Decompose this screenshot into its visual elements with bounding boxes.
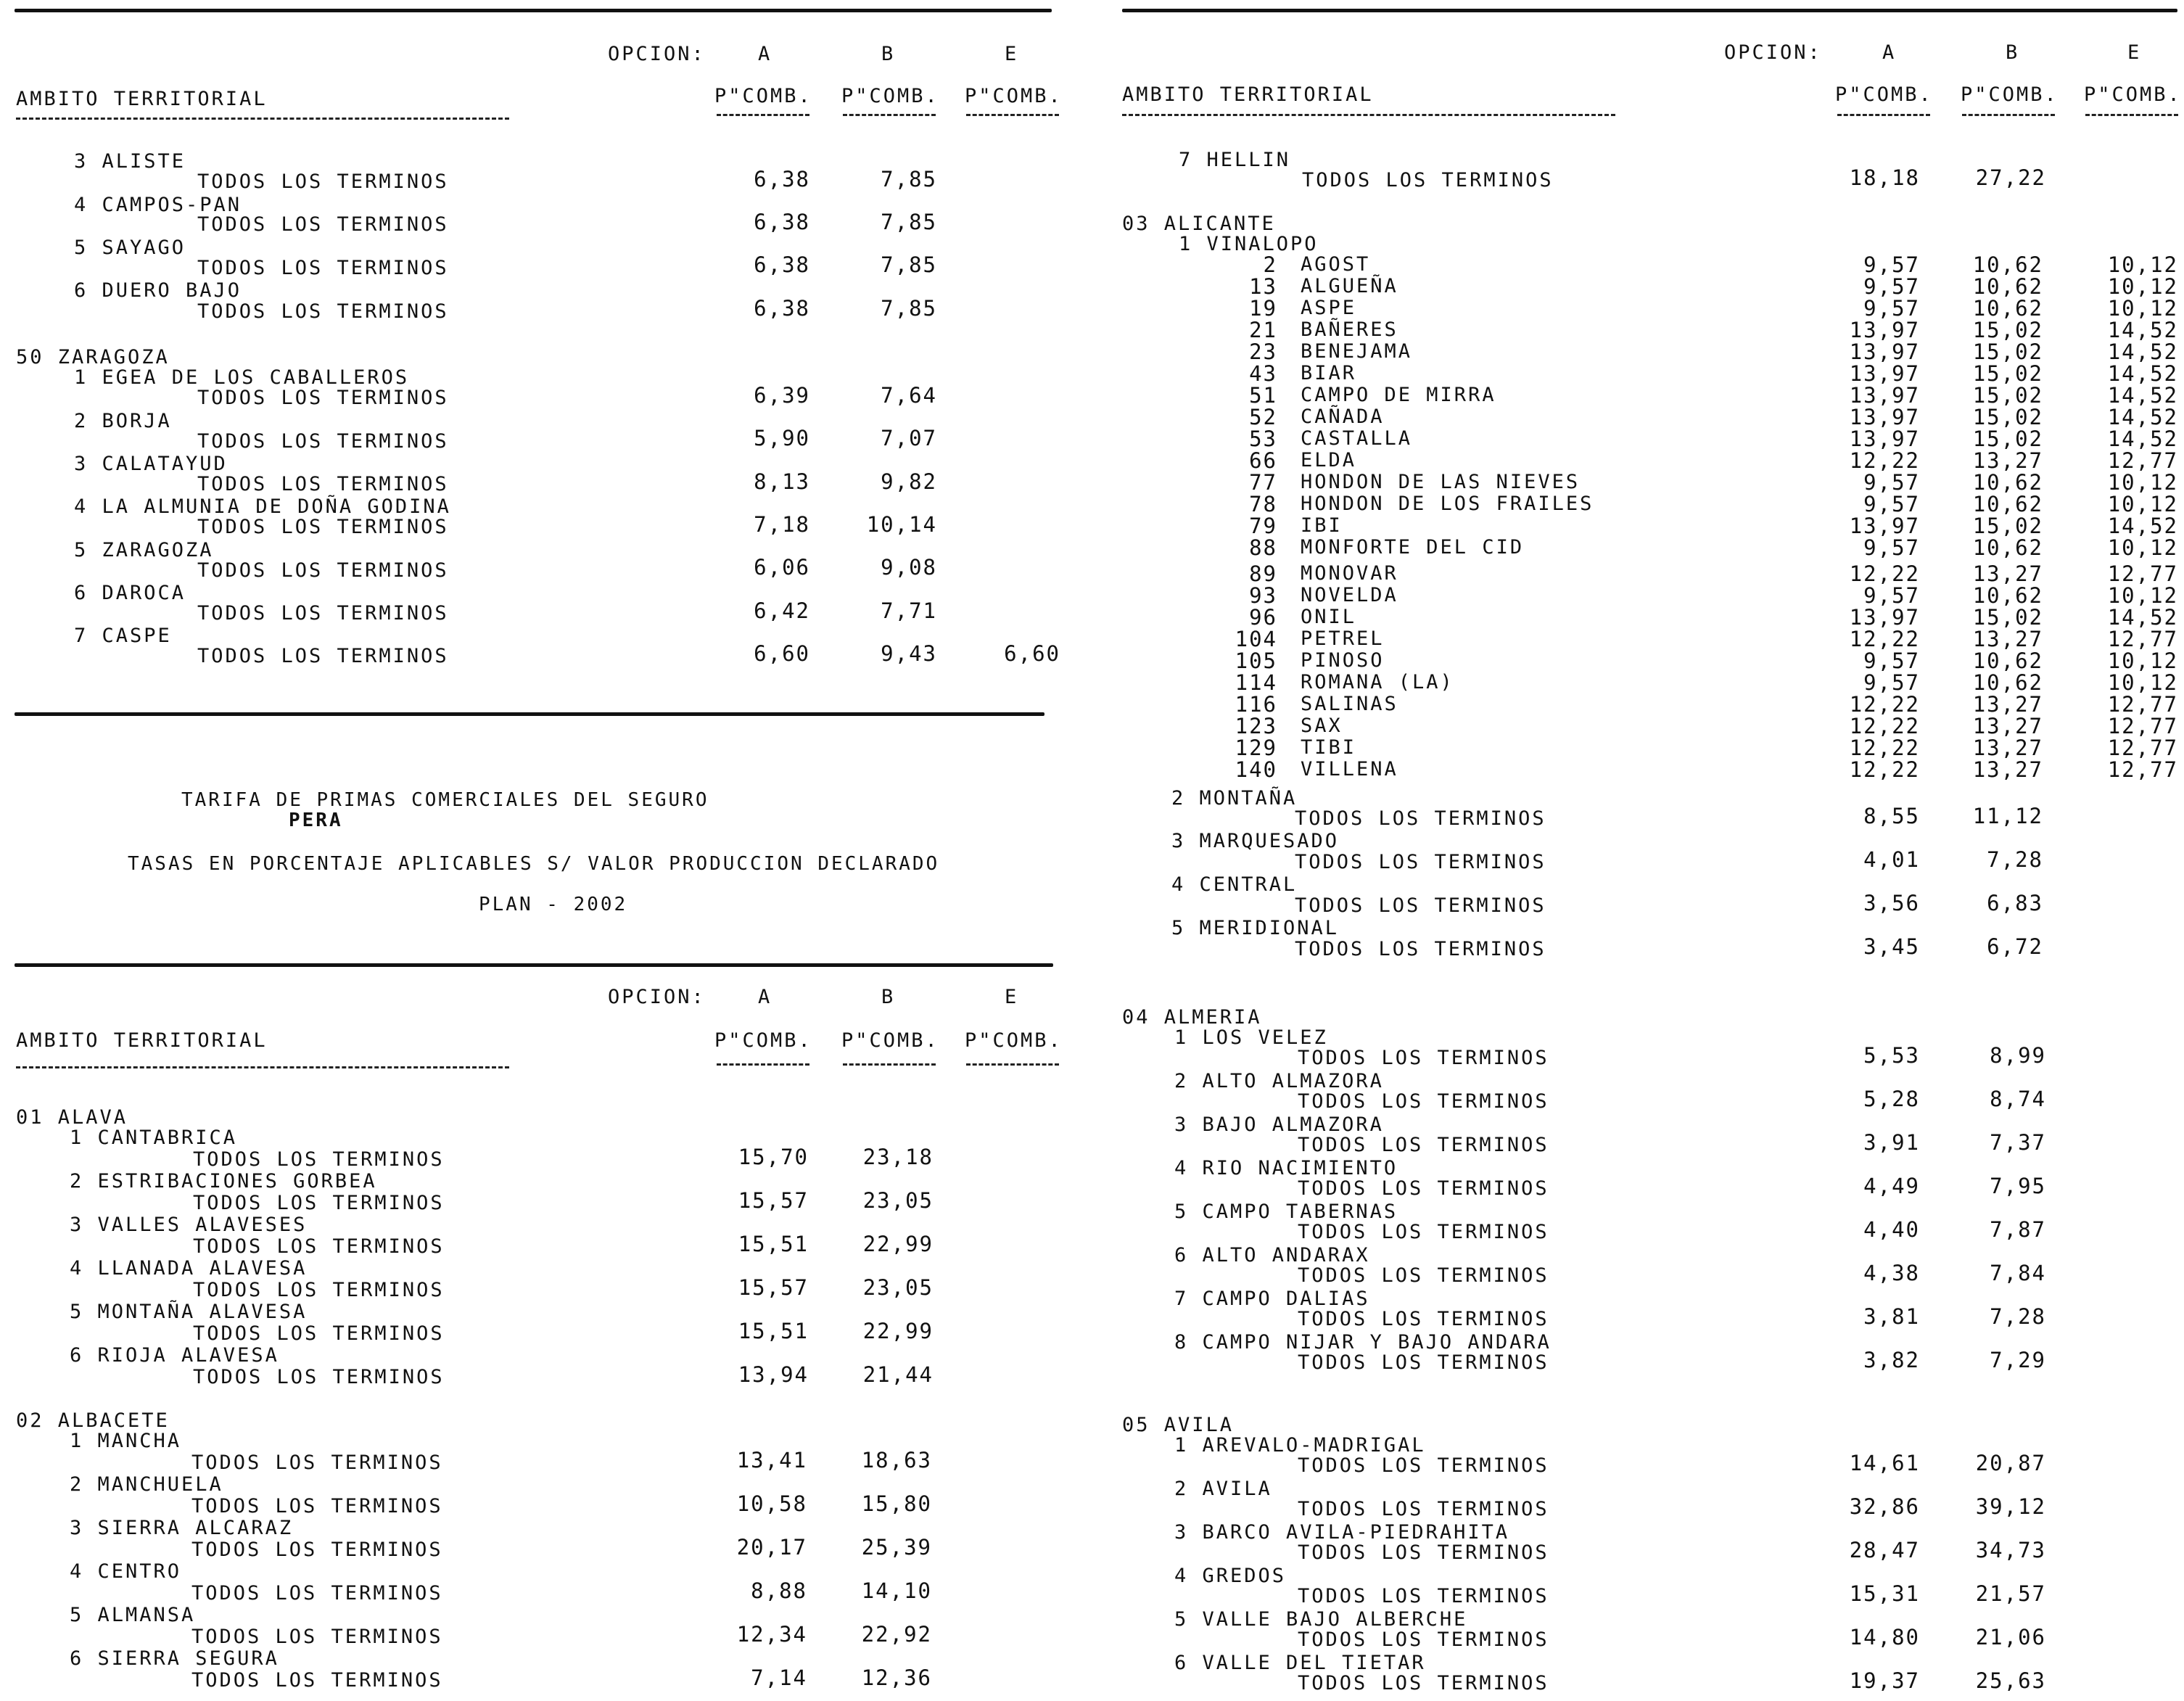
termino-code: 66 [1249,448,1277,473]
col-b-label: P"COMB. [1961,83,2059,106]
province-heading: 02 ALBACETE [16,1409,170,1432]
comarca-heading: 1 VINALOPO [1179,233,1319,255]
ambito-underline [1122,114,1615,116]
col-e-label: P"COMB. [965,85,1063,107]
col-a-underline [717,114,809,116]
col-e-label: P"COMB. [965,1029,1063,1052]
termino-name: SALINAS [1301,693,1398,715]
col-a-underline [1837,114,1930,116]
termino-code: 89 [1249,561,1277,586]
termino-name: ROMANA (LA) [1301,671,1454,693]
termino-code: 78 [1249,492,1277,516]
termino-name: IBI [1301,514,1343,537]
col-a-label: P"COMB. [714,85,812,107]
top-rule [15,9,1052,12]
top-rule [1122,9,2177,12]
termino-name: ALGUEÑA [1301,275,1398,297]
termino-code: 51 [1249,383,1277,408]
termino-name: CASTALLA [1301,427,1413,450]
document-subtitle: TASAS EN PORCENTAJE APLICABLES S/ VALOR PRODUCCION DECLARADO [128,853,940,875]
section-rule [15,963,1053,967]
termino-name: PETREL [1301,627,1385,650]
termino-name: BAÑERES [1301,318,1398,341]
termino-name: TIBI [1301,736,1357,759]
termino-code: 114 [1235,670,1277,695]
termino-name: HONDON DE LOS FRAILES [1301,493,1594,515]
ambito-underline [16,1066,509,1068]
termino-name: ASPE [1301,297,1357,319]
province-heading: 01 ALAVA [16,1106,128,1129]
col-a-underline [717,1063,809,1066]
ambito-label: AMBITO TERRITORIAL [16,1029,268,1052]
termino-name: MONOVAR [1301,562,1398,585]
option-b: B [881,986,896,1008]
termino-name: MONFORTE DEL CID [1301,536,1525,559]
option-a: A [1882,41,1897,64]
termino-name: CAMPO DE MIRRA [1301,384,1496,406]
termino-code: 23 [1249,339,1277,364]
termino-name: PINOSO [1301,649,1385,672]
termino-code: 21 [1249,318,1277,342]
col-e-underline [966,1063,1059,1066]
termino-code: 77 [1249,470,1277,495]
right-column: OPCION: A B E AMBITO TERRITORIAL P"COMB. P"COMB. P"COMB. 7 HELLIN TODOS LOS TERMINOS 18,18 27,22 03 ALICANTE 1 VINALOPO 2 AGOST 9,57 10,62 10,12 13 ALGUEÑA 9,57 10,62 10,12 19 ASPE 9,57 10,62 10,12 21 BAÑERES 13,97 15,02 14,52 23 BENEJAMA 13,97 15,02 14,52 43 BIAR 13,97 15,02 14,52 51 CAMPO DE MIRRA 13,97 15,02 14,52 52 CAÑADA 13,97 15,02 14,52 53 CASTALLA 13,97 15,02 14,52 66 ELDA 12,22 13,27 12,77 77 HONDON DE LAS NIEVES 9,57 10,62 10,12 78 HONDON DE LOS FRAILES 9,57 10,62 10,12 79 IBI 13,97 15,02 14,52 88 MONFORTE DEL CID 9,57 10,62 10,12 89 MONOVAR 12,22 13,27 12,77 93 NOVELDA 9,57 10,62 10,12 96 ONIL 13,97 15,02 14,52 104 PETREL 12,22 13,27 12,77 105 PINOSO 9,57 10,62 10,12 114 ROMANA (LA) 9,57 10,62 10,12 116 SALINAS 12,22 13,27 12,77 123 SAX 12,22 13,27 12,77 129 TIBI 12,22 13,27 12,77 140 VILLENA 12,22 13,27 12,77 2 MONTAÑA TODOS LOS TERMINOS 8,55 11,12 3 MARQUESADO TODOS LOS TERMINOS 4,01 7,28 4 CENTRAL TODOS LOS TERMINOS 3,56 6,83 5 MERIDIONAL TODOS LOS TERMINOS 3,45 6,72 04 ALMERIA 1 LOS VELEZ TODOS LOS TERMINOS 5,53 8,99 2 ALTO ALMAZORA TODOS LOS TERMINOS 5,28 8,74 3 BAJO ALMAZORA TODOS LOS TERMINOS 3,91 7,37 4 RIO NACIMIENTO TODOS LOS TERMINOS 4,49 7,95 5 CAMPO TABERNAS TODOS LOS TERMINOS 4,40 7,87 6 ALTO ANDARAX TODOS LOS TERMINOS 4,38 7,84 7 CAMPO DALIAS TODOS LOS TERMINOS 3,81 7,28 8 CAMPO NIJAR Y BAJO ANDARA TODOS LOS TERMINOS 3,82 7,29 05 AVILA 1 AREVALO-MADRIGAL TODOS LOS TERMINOS 14,61 20,87 2 AVILA TODOS LOS TERMINOS 32,86 39,12 3 BARCO AVILA-PIEDRAHITA TODOS LOS TERMINOS 28,47 34,73 4 GREDOS TODOS LOS TERMINOS 15,31 21,57 5 VALLE BAJO ALBERCHE TODOS LOS TERMINOS 14,80 21,06 6 VALLE DEL TIETAR TODOS LOS TERMINOS 19,37 25,63 [1121,0,2184,1701]
left-column: OPCION: A B E AMBITO TERRITORIAL P"COMB. P"COMB. P"COMB. 3 ALISTE TODOS LOS TERMINOS 6,38 7,85 4 CAMPOS-PAN TODOS LOS TERMINOS 6,38 7,85 5 SAYAGO TODOS LOS TERMINOS 6,38 7,85 6 DUERO BAJO TODOS LOS TERMINOS 6,38 7,85 50 ZARAGOZA 1 EGEA DE LOS CABALLEROS TODOS LOS TERMINOS 6,39 7,64 2 BORJA TODOS LOS TERMINOS 5,90 7,07 3 CALATAYUD TODOS LOS TERMINOS 8,13 9,82 4 LA ALMUNIA DE DOÑA GODINA TODOS LOS TERMINOS 7,18 10,14 5 ZARAGOZA TODOS LOS TERMINOS 6,06 9,08 6 DAROCA TODOS LOS TERMINOS 6,42 7,71 7 CASPE TODOS LOS TERMINOS 6,60 9,43 6,60 TARIFA DE PRIMAS COMERCIALES DEL SEGURO PERA TASAS EN PORCENTAJE APLICABLES S/ VALOR PRODUCCION DECLARADO PLAN - 2002 OPCION: A B E AMBITO TERRITORIAL P"COMB. P"COMB. P"COMB. 01 ALAVA 1 CANTABRICA TODOS LOS TERMINOS 15,70 23,18 2 ESTRIBACIONES GORBEA TODOS LOS TERMINOS 15,57 23,05 3 VALLES ALAVESES TODOS LOS TERMINOS 15,51 22,99 4 LLANADA ALAVESA TODOS LOS TERMINOS 15,57 23,05 5 MONTAÑA ALAVESA TODOS LOS TERMINOS 15,51 22,99 6 RIOJA ALAVESA TODOS LOS TERMINOS 13,94 21,44 02 ALBACETE 1 MANCHA TODOS LOS TERMINOS 13,41 18,63 2 MANCHUELA TODOS LOS TERMINOS 10,58 15,80 3 SIERRA ALCARAZ TODOS LOS TERMINOS 20,17 25,39 4 CENTRO TODOS LOS TERMINOS 8,88 14,10 5 ALMANSA TODOS LOS TERMINOS 12,34 22,92 6 SIERRA SEGURA TODOS LOS TERMINOS 7,14 12,36 [0,0,1088,1701]
col-e-underline [966,114,1059,116]
option-e: E [1005,986,1019,1008]
termino-code: 123 [1235,714,1277,738]
option-a: A [758,986,772,1008]
termino-name: SAX [1301,714,1343,737]
option-a: A [758,43,772,65]
termino-code: 52 [1249,405,1277,429]
province-heading: 05 AVILA [1122,1414,1235,1436]
col-b-underline [843,1063,936,1066]
col-b-underline [843,114,936,116]
termino-code: 13 [1249,274,1277,299]
termino-code: 96 [1249,605,1277,630]
col-e-label: P"COMB. [2084,83,2182,106]
termino-code: 88 [1249,535,1277,560]
termino-name: BIAR [1301,362,1357,384]
termino-code: 140 [1235,757,1277,782]
termino-code: 104 [1235,627,1277,651]
ambito-label: AMBITO TERRITORIAL [16,88,268,110]
province-heading: 03 ALICANTE [1122,213,1276,235]
col-e-underline [2085,114,2178,116]
col-a-label: P"COMB. [714,1029,812,1052]
option-b: B [2006,41,2020,64]
option-e: E [2127,41,2142,64]
option-b: B [881,43,896,65]
crop-name: PERA [289,810,343,831]
col-b-underline [1962,114,2055,116]
termino-code: 116 [1235,692,1277,717]
termino-code: 19 [1249,296,1277,321]
termino-name: VILLENA [1301,758,1398,781]
col-a-label: P"COMB. [1835,83,1933,106]
termino-code: 129 [1235,736,1277,760]
document-title: TARIFA DE PRIMAS COMERCIALES DEL SEGURO [181,789,709,811]
col-b-label: P"COMB. [841,1029,939,1052]
termino-name: AGOST [1301,253,1371,276]
opcion-label: OPCION: [608,43,706,65]
plan-year: PLAN - 2002 [479,894,628,915]
termino-code: 105 [1235,648,1277,673]
termino-name: CAÑADA [1301,405,1385,428]
termino-code: 93 [1249,583,1277,608]
opcion-label: OPCION: [1724,41,1822,64]
termino-code: 53 [1249,427,1277,451]
termino-name: BENEJAMA [1301,340,1413,363]
province-heading: 04 ALMERIA [1122,1006,1262,1029]
termino-name: ELDA [1301,449,1357,471]
option-e: E [1005,43,1019,65]
province-heading: 50 ZARAGOZA [16,346,170,368]
col-b-label: P"COMB. [841,85,939,107]
termino-code: 2 [1263,252,1277,277]
opcion-label: OPCION: [608,986,706,1008]
termino-code: 43 [1249,361,1277,386]
termino-name: HONDON DE LAS NIEVES [1301,471,1581,493]
ambito-underline [16,118,509,120]
section-rule [15,712,1044,716]
ambito-label: AMBITO TERRITORIAL [1122,83,1374,106]
termino-name: NOVELDA [1301,584,1398,606]
termino-code: 79 [1249,514,1277,538]
termino-name: ONIL [1301,606,1357,628]
